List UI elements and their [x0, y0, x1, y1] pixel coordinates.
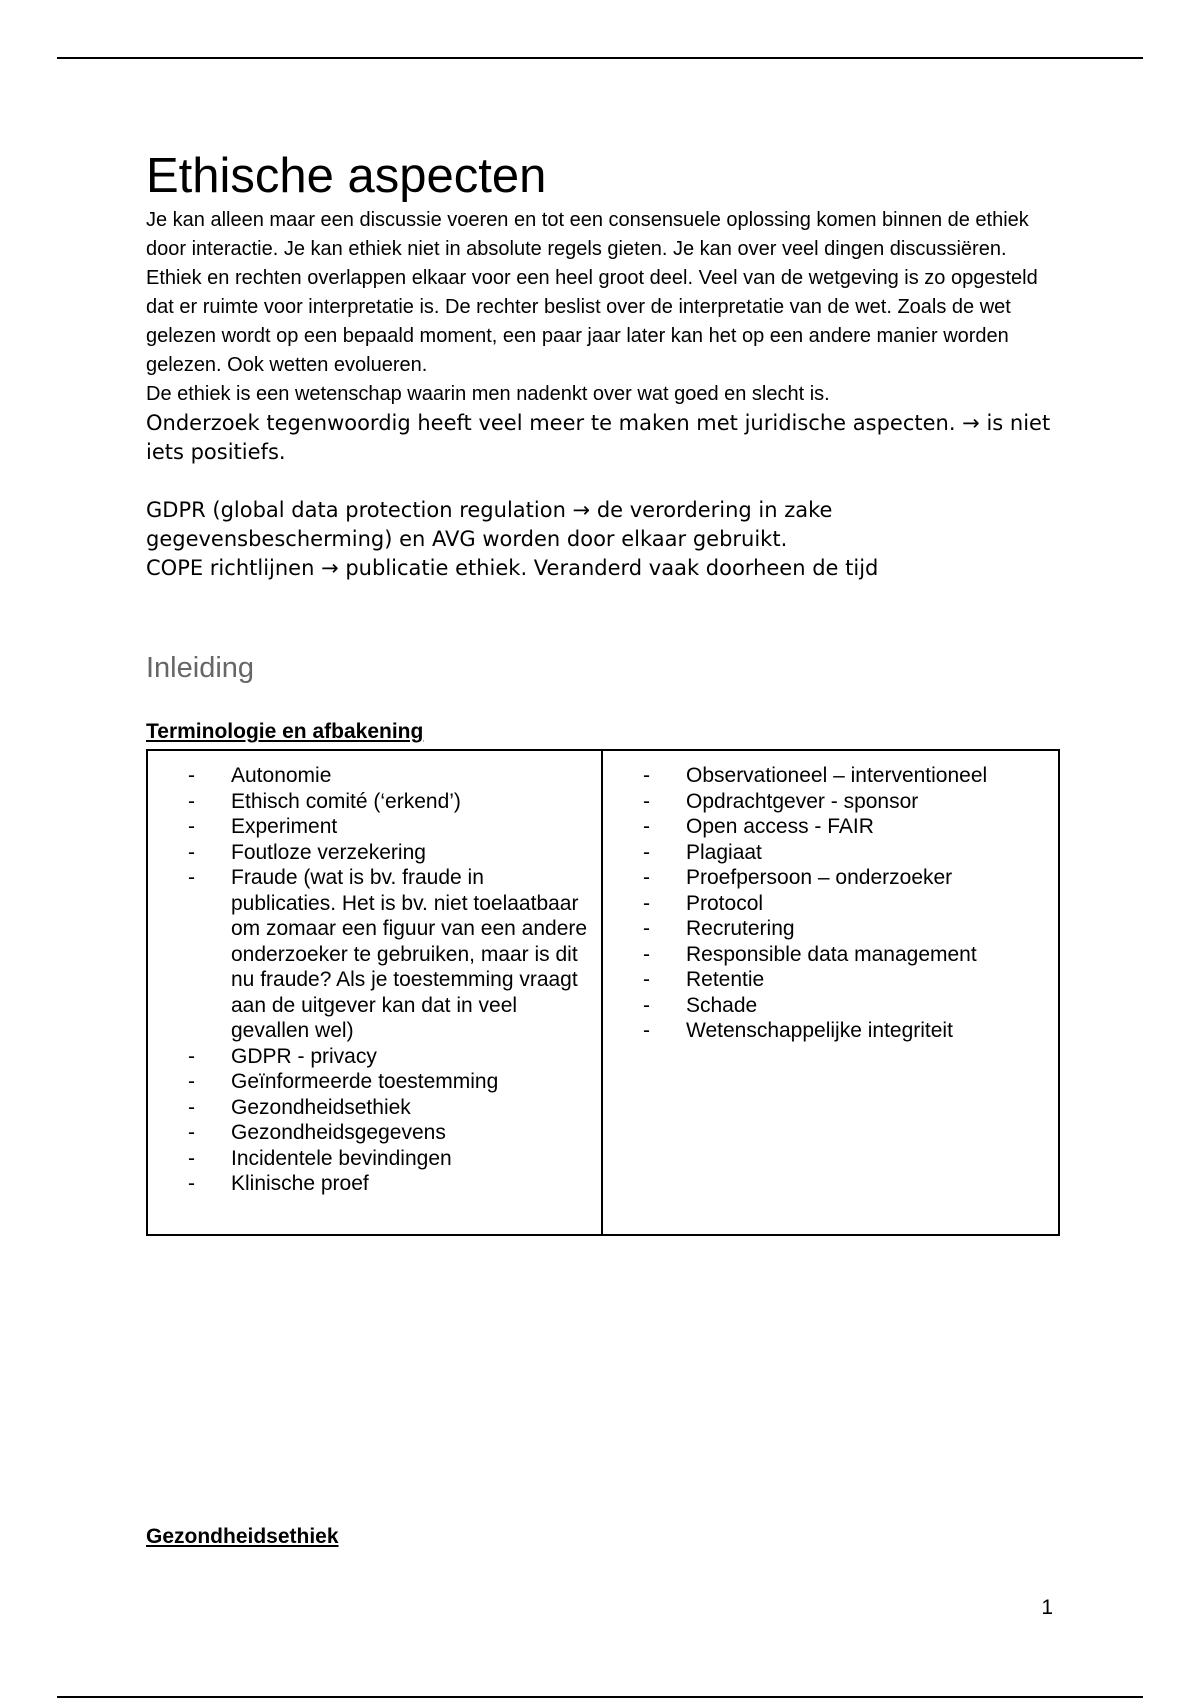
term-list-item	[643, 891, 1048, 917]
section-heading-inleiding: Inleiding	[146, 652, 255, 684]
term-text: Open access - FAIR	[686, 815, 874, 838]
term-list-item	[643, 789, 1048, 815]
intro-paragraph: Je kan alleen maar een discussie voeren en tot een consensuele oplossing komen binnen de ethiek door interactie. Je kan ethiek niet in absolute regels gieten. Je kan over veel dingen discussiëren.	[146, 209, 1029, 260]
term-list-item	[188, 1069, 591, 1095]
term-text: Schade	[686, 993, 758, 1017]
bullet-dash: -	[188, 815, 195, 838]
term-text: Plagiaat	[686, 840, 762, 864]
term-text: Klinische proef	[231, 1172, 369, 1195]
bullet-dash: -	[643, 942, 650, 966]
bullet-dash: -	[188, 840, 195, 864]
term-text: Geïnformeerde toestemming	[231, 1070, 499, 1093]
term-text: Wetenschappelijke integriteit	[686, 1019, 953, 1042]
term-list-item	[643, 840, 1048, 866]
term-list-item	[188, 789, 591, 815]
term-text: GDPR - privacy	[231, 1044, 377, 1068]
page-number: 1	[1041, 1596, 1053, 1619]
term-list-item	[643, 993, 1048, 1019]
intro-paragraph: Ethiek en rechten overlappen elkaar voor een heel groot deel. Veel van de wetgeving is zo opgesteld dat er ruimte voor interpretatie is. De rechter beslist over de interpretatie van de wet. Zoals de wet gelezen wordt op een bepaald moment, een paar jaar later kan het op een andere manier worden gelezen. Ook wetten evolueren.	[146, 267, 1038, 376]
page-top-rule	[57, 57, 1143, 59]
term-text: Protocol	[686, 891, 764, 915]
term-list-item	[188, 1171, 591, 1197]
term-list-item	[188, 1120, 591, 1146]
term-list-item	[188, 1146, 591, 1172]
term-list-item	[188, 865, 591, 1044]
term-text: Foutloze verzekering	[231, 840, 426, 864]
term-list-right	[643, 763, 1048, 1044]
bullet-dash: -	[188, 764, 195, 787]
bullet-dash: -	[643, 993, 650, 1017]
term-list-item	[188, 1044, 591, 1070]
term-text: Responsible data management	[686, 942, 977, 966]
term-text: Fraude (wat is bv. fraude in publicaties. Het is bv. niet toelaatbaar om zomaar een figuur van een andere onderzoeker te gebruiken, maar is dit nu fraude? Als je toestemming vraagt aan de uitgever kan dat in veel gevallen wel)	[231, 866, 588, 1042]
bullet-dash: -	[188, 789, 195, 813]
bullet-dash: -	[188, 1121, 195, 1144]
document-body	[146, 146, 1058, 583]
term-list-item	[643, 967, 1048, 993]
spacer	[146, 467, 1058, 496]
bullet-dash: -	[643, 917, 650, 940]
term-text: Gezondheidsgegevens	[231, 1121, 446, 1144]
bullet-dash: -	[188, 1044, 195, 1068]
note-paragraph: Onderzoek tegenwoordig heeft veel meer te maken met juridische aspecten. → is niet iets positiefs.	[146, 411, 1051, 464]
term-list-left	[188, 763, 591, 1197]
term-text: Proefpersoon – onderzoeker	[686, 866, 953, 889]
terminology-column-left	[148, 751, 603, 1234]
intro-paragraph: De ethiek is een wetenschap waarin men nadenkt over wat goed en slecht is.	[146, 383, 830, 405]
term-list-item	[643, 865, 1048, 891]
bullet-dash: -	[188, 1095, 195, 1119]
page-bottom-rule	[57, 1696, 1143, 1698]
note-paragraph: GDPR (global data protection regulation → de verordering in zake gegevensbescherming) en AVG worden door elkaar gebruikt.	[146, 498, 833, 551]
note-paragraph: COPE richtlijnen → publicatie ethiek. Veranderd vaak doorheen de tijd	[146, 556, 879, 580]
term-text: Recrutering	[686, 917, 795, 940]
term-text: Incidentele bevindingen	[231, 1146, 452, 1170]
subsection-heading-gezondheidsethiek: Gezondheidsethiek	[146, 1525, 339, 1548]
subsection-heading-terminologie: Terminologie en afbakening	[146, 720, 424, 743]
document-title: Ethische aspecten	[146, 149, 547, 203]
bullet-dash: -	[643, 891, 650, 915]
bullet-dash: -	[643, 866, 650, 889]
term-list-item	[188, 840, 591, 866]
term-text: Ethisch comité (‘erkend’)	[231, 789, 461, 813]
bullet-dash: -	[188, 1172, 195, 1195]
bullet-dash: -	[643, 815, 650, 838]
bullet-dash: -	[643, 764, 650, 787]
bullet-dash: -	[188, 1146, 195, 1170]
term-text: Retentie	[686, 968, 765, 991]
terminology-table	[146, 749, 1060, 1236]
term-text: Opdrachtgever - sponsor	[686, 789, 919, 813]
term-list-item	[643, 942, 1048, 968]
terminology-column-right	[603, 751, 1058, 1234]
term-text: Experiment	[231, 815, 338, 838]
bullet-dash: -	[643, 968, 650, 991]
bullet-dash: -	[643, 1019, 650, 1042]
bullet-dash: -	[188, 866, 195, 889]
bullet-dash: -	[643, 789, 650, 813]
term-list-item	[188, 814, 591, 840]
term-list-item	[643, 1018, 1048, 1044]
term-list-item	[188, 763, 591, 789]
term-text: Observationeel – interventioneel	[686, 764, 988, 787]
term-text: Gezondheidsethiek	[231, 1095, 411, 1119]
bullet-dash: -	[643, 840, 650, 864]
term-list-item	[643, 814, 1048, 840]
bullet-dash: -	[188, 1070, 195, 1093]
term-list-item	[188, 1095, 591, 1121]
term-text: Autonomie	[231, 764, 332, 787]
term-list-item	[643, 916, 1048, 942]
term-list-item	[643, 763, 1048, 789]
